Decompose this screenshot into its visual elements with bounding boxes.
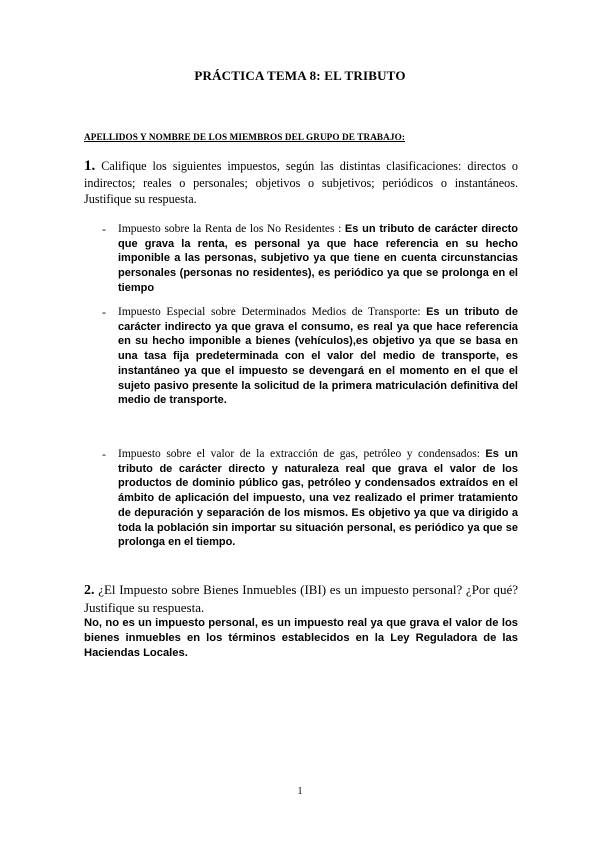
- question-1-number: 1.: [84, 158, 96, 174]
- group-members-label: APELLIDOS Y NOMBRE DE LOS MIEMBROS DEL GRUPO DE TRABAJO:: [84, 132, 405, 142]
- bullet-item-iedmt: [102, 305, 518, 408]
- question-1: [84, 158, 518, 208]
- question-1-text: Califique los siguientes impuestos, según las distintas clasificaciones: directos o indirectos; reales o personales; objetivos o subjetivos; periódicos o instantáneos. Justifique su respuesta.: [84, 159, 519, 206]
- question-2-number: 2.: [84, 583, 95, 598]
- bullet-lead-text: Impuesto Especial sobre Determinados Medios de Transporte:: [118, 306, 421, 318]
- bullet-item-gas-petroleo: [102, 447, 519, 550]
- bullet-item-irnr: [102, 222, 519, 296]
- page-title: PRÁCTICA TEMA 8: EL TRIBUTO: [194, 68, 406, 83]
- bullet-lead-text: Impuesto sobre el valor de la extracción de gas, petróleo y condensados:: [118, 448, 480, 460]
- bullet-answer-text: Es un tributo de carácter directo y naturaleza real que grava el valor de los productos de dominio público gas, petróleo y condensados extraídos en el ámbito de aplicación del impuesto, una vez realizado el primer tratamiento de depuración y separación de los mismos. Es objetivo ya que va dirigido a toda la población sin importar su situación personal, es periódico ya que se prolonga en el tiempo.: [118, 448, 519, 549]
- bullet-answer-text: Es un tributo de carácter indirecto ya que grava el consumo, es real ya que hace referencia en su hecho imponible a bienes (vehículos),es objetivo ya que se basa en una tasa fija predeterminada con el valor del medio de transporte, es instantáneo ya que el impuesto se devengará en el momento en el que el sujeto pasivo presente la solicitud de la primera matriculación definitiva del medio de transporte.: [118, 306, 518, 407]
- bullet-lead-text: Impuesto sobre la Renta de los No Residentes :: [118, 223, 342, 235]
- bullet-dash: -: [102, 222, 106, 236]
- question-2-text: ¿El Impuesto sobre Bienes Inmuebles (IBI) es un impuesto personal? ¿Por qué? Justifique su respuesta.: [84, 582, 518, 615]
- bullet-dash: -: [102, 305, 106, 319]
- page-number: 1: [297, 786, 303, 797]
- question-2-answer: No, no es un impuesto personal, es un impuesto real ya que grava el valor de los bienes inmuebles en los términos establecidos en la Ley Reguladora de las Haciendas Locales.: [84, 617, 518, 659]
- bullet-dash: -: [102, 447, 106, 461]
- question-2: [84, 582, 518, 616]
- bullet-answer-text: Es un tributo de carácter directo que grava la renta, es personal ya que hace referencia en su hecho imponible a las personas, subjetivo ya que tiene en cuenta circunstancias personales (personas no residentes), es periódico ya que se prolonga en el tiempo: [118, 223, 519, 294]
